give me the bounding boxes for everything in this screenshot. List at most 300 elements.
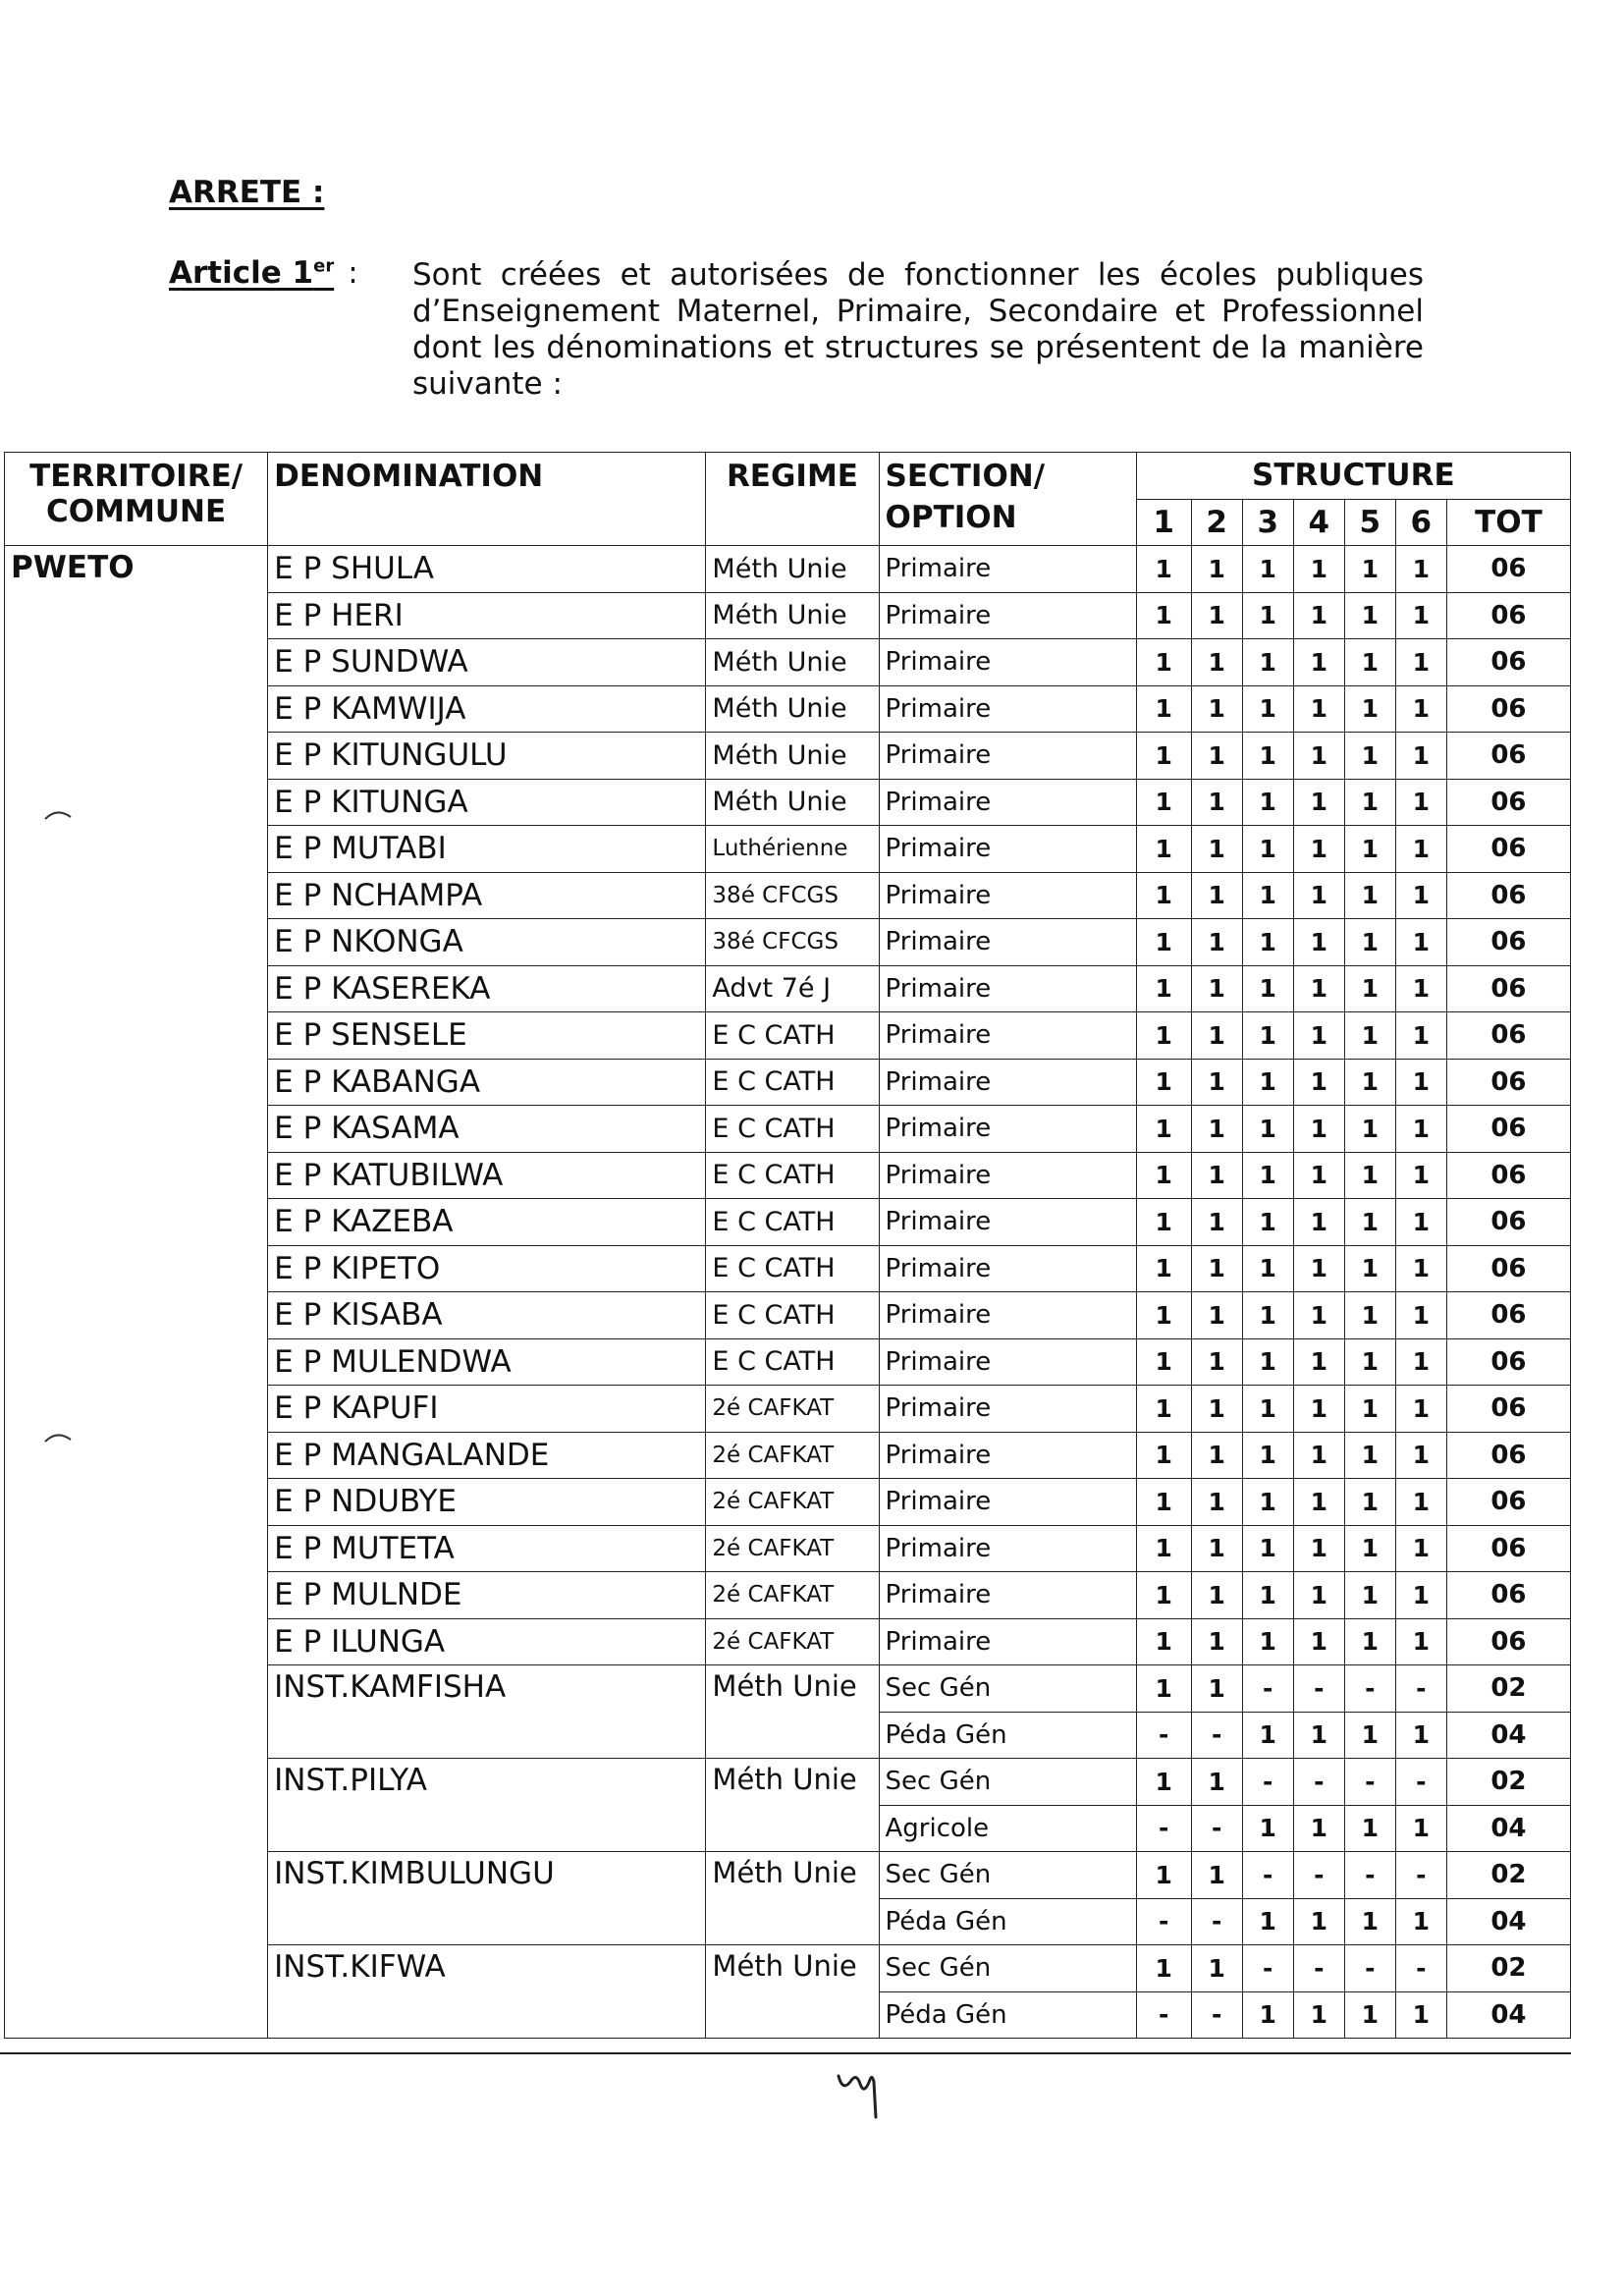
structure-4: 1 bbox=[1293, 1338, 1344, 1386]
school-section: Primaire bbox=[879, 1059, 1136, 1106]
school-name: E P ILUNGA bbox=[268, 1618, 706, 1665]
structure-4: 1 bbox=[1293, 1572, 1344, 1619]
structure-3: 1 bbox=[1242, 965, 1293, 1012]
school-regime: Méth Unie bbox=[706, 639, 879, 686]
structure-1: 1 bbox=[1136, 1852, 1191, 1899]
school-name: E P KITUNGULU bbox=[268, 733, 706, 780]
institute-name: INST.KIMBULUNGU bbox=[268, 1852, 706, 1945]
institute-option: Sec Gén bbox=[879, 1852, 1136, 1899]
structure-6: 1 bbox=[1395, 639, 1446, 686]
school-section: Primaire bbox=[879, 1479, 1136, 1526]
structure-6: 1 bbox=[1395, 779, 1446, 826]
structure-1: 1 bbox=[1136, 1292, 1191, 1339]
structure-5: 1 bbox=[1344, 546, 1395, 593]
structure-6: 1 bbox=[1395, 826, 1446, 873]
structure-6: 1 bbox=[1395, 1991, 1446, 2039]
school-name: E P KAMWIJA bbox=[268, 685, 706, 733]
institute-name: INST.KAMFISHA bbox=[268, 1665, 706, 1759]
structure-total: 06 bbox=[1446, 733, 1570, 780]
structure-3: 1 bbox=[1242, 1991, 1293, 2039]
structure-3: 1 bbox=[1242, 1712, 1293, 1759]
institute-name: INST.PILYA bbox=[268, 1759, 706, 1852]
article-label bbox=[169, 255, 358, 291]
school-regime: E C CATH bbox=[706, 1152, 879, 1199]
structure-2: 1 bbox=[1191, 1665, 1242, 1713]
school-section: Primaire bbox=[879, 592, 1136, 639]
school-name: E P KATUBILWA bbox=[268, 1152, 706, 1199]
school-regime: E C CATH bbox=[706, 1012, 879, 1060]
structure-3: 1 bbox=[1242, 639, 1293, 686]
structure-2: 1 bbox=[1191, 872, 1242, 919]
school-regime: E C CATH bbox=[706, 1292, 879, 1339]
structure-4: - bbox=[1293, 1665, 1344, 1713]
initials-mark bbox=[833, 2062, 892, 2121]
institute-regime: Méth Unie bbox=[706, 1759, 879, 1852]
school-name: E P NDUBYE bbox=[268, 1479, 706, 1526]
structure-2: 1 bbox=[1191, 1245, 1242, 1292]
structure-4: 1 bbox=[1293, 1991, 1344, 2039]
structure-2: 1 bbox=[1191, 1059, 1242, 1106]
structure-6: 1 bbox=[1395, 546, 1446, 593]
school-regime: E C CATH bbox=[706, 1245, 879, 1292]
structure-1: 1 bbox=[1136, 1012, 1191, 1060]
decree-heading: ARRETE : bbox=[169, 175, 325, 210]
article-body: Sont créées et autorisées de fonctionner les écoles publiques d’Enseignement Maternel, Primaire, Secondaire et Professionnel dont les dénominations et structures se présentent de la manière suivante : bbox=[412, 257, 1424, 402]
structure-1: 1 bbox=[1136, 546, 1191, 593]
school-name: E P KASAMA bbox=[268, 1106, 706, 1153]
structure-4: 1 bbox=[1293, 1245, 1344, 1292]
structure-2: 1 bbox=[1191, 919, 1242, 966]
school-section: Primaire bbox=[879, 1338, 1136, 1386]
structure-3: 1 bbox=[1242, 733, 1293, 780]
structure-5: 1 bbox=[1344, 1199, 1395, 1246]
structure-total: 06 bbox=[1446, 1059, 1570, 1106]
structure-total: 06 bbox=[1446, 546, 1570, 593]
structure-5: 1 bbox=[1344, 1245, 1395, 1292]
structure-6: 1 bbox=[1395, 1152, 1446, 1199]
institute-regime: Méth Unie bbox=[706, 1852, 879, 1945]
table-bottom-rule bbox=[0, 2052, 1571, 2054]
school-name: E P SENSELE bbox=[268, 1012, 706, 1060]
structure-2: 1 bbox=[1191, 826, 1242, 873]
school-regime: 2é CAFKAT bbox=[706, 1525, 879, 1572]
structure-3: 1 bbox=[1242, 919, 1293, 966]
structure-1: 1 bbox=[1136, 872, 1191, 919]
school-name: E P SUNDWA bbox=[268, 639, 706, 686]
school-regime: 2é CAFKAT bbox=[706, 1386, 879, 1433]
structure-3: 1 bbox=[1242, 1012, 1293, 1060]
structure-total: 04 bbox=[1446, 1805, 1570, 1852]
structure-5: 1 bbox=[1344, 1805, 1395, 1852]
table-body bbox=[5, 546, 1571, 2039]
structure-6: 1 bbox=[1395, 1898, 1446, 1945]
structure-5: 1 bbox=[1344, 1338, 1395, 1386]
structure-4: 1 bbox=[1293, 826, 1344, 873]
school-name: E P MULNDE bbox=[268, 1572, 706, 1619]
structure-total: 06 bbox=[1446, 1292, 1570, 1339]
structure-3: 1 bbox=[1242, 1618, 1293, 1665]
structure-total: 06 bbox=[1446, 779, 1570, 826]
structure-4: 1 bbox=[1293, 1012, 1344, 1060]
school-regime: Méth Unie bbox=[706, 779, 879, 826]
structure-1: 1 bbox=[1136, 826, 1191, 873]
header-section bbox=[879, 453, 1136, 546]
structure-1: 1 bbox=[1136, 1338, 1191, 1386]
header-regime: REGIME bbox=[706, 453, 879, 546]
school-regime: Méth Unie bbox=[706, 733, 879, 780]
structure-6: 1 bbox=[1395, 1199, 1446, 1246]
school-name: E P NKONGA bbox=[268, 919, 706, 966]
structure-4: 1 bbox=[1293, 919, 1344, 966]
structure-5: 1 bbox=[1344, 1898, 1395, 1945]
structure-total: 06 bbox=[1446, 1618, 1570, 1665]
structure-total: 06 bbox=[1446, 592, 1570, 639]
structure-3: - bbox=[1242, 1945, 1293, 1992]
structure-total: 02 bbox=[1446, 1852, 1570, 1899]
structure-1: 1 bbox=[1136, 1479, 1191, 1526]
structure-4: 1 bbox=[1293, 733, 1344, 780]
structure-3: - bbox=[1242, 1759, 1293, 1806]
school-section: Primaire bbox=[879, 639, 1136, 686]
structure-total: 02 bbox=[1446, 1945, 1570, 1992]
structure-5: 1 bbox=[1344, 919, 1395, 966]
structure-total: 06 bbox=[1446, 1479, 1570, 1526]
structure-5: 1 bbox=[1344, 1712, 1395, 1759]
school-regime: Advt 7é J bbox=[706, 965, 879, 1012]
institute-option: Agricole bbox=[879, 1805, 1136, 1852]
structure-total: 06 bbox=[1446, 965, 1570, 1012]
schools-table bbox=[4, 452, 1571, 2039]
structure-5: 1 bbox=[1344, 965, 1395, 1012]
structure-3: 1 bbox=[1242, 1479, 1293, 1526]
structure-3: 1 bbox=[1242, 1059, 1293, 1106]
structure-4: 1 bbox=[1293, 1805, 1344, 1852]
header-territoire-line1: TERRITOIRE/ bbox=[29, 459, 244, 494]
school-regime: 2é CAFKAT bbox=[706, 1618, 879, 1665]
school-name: E P KIPETO bbox=[268, 1245, 706, 1292]
structure-1: 1 bbox=[1136, 1152, 1191, 1199]
structure-2: 1 bbox=[1191, 1199, 1242, 1246]
header-section-line1: SECTION/ bbox=[885, 459, 1046, 494]
structure-4: 1 bbox=[1293, 685, 1344, 733]
structure-6: 1 bbox=[1395, 919, 1446, 966]
structure-6: - bbox=[1395, 1665, 1446, 1713]
structure-4: 1 bbox=[1293, 1386, 1344, 1433]
structure-4: 1 bbox=[1293, 1432, 1344, 1479]
structure-6: 1 bbox=[1395, 1525, 1446, 1572]
structure-3: 1 bbox=[1242, 1199, 1293, 1246]
structure-2: 1 bbox=[1191, 965, 1242, 1012]
header-col-3: 3 bbox=[1242, 499, 1293, 546]
school-section: Primaire bbox=[879, 546, 1136, 593]
structure-1: 1 bbox=[1136, 779, 1191, 826]
school-regime: 2é CAFKAT bbox=[706, 1572, 879, 1619]
school-section: Primaire bbox=[879, 1245, 1136, 1292]
structure-5: 1 bbox=[1344, 779, 1395, 826]
school-regime: E C CATH bbox=[706, 1199, 879, 1246]
school-regime: E C CATH bbox=[706, 1106, 879, 1153]
structure-6: 1 bbox=[1395, 1805, 1446, 1852]
margin-tick bbox=[43, 807, 73, 821]
structure-5: - bbox=[1344, 1852, 1395, 1899]
structure-6: 1 bbox=[1395, 733, 1446, 780]
structure-2: 1 bbox=[1191, 1338, 1242, 1386]
school-name: E P KAZEBA bbox=[268, 1199, 706, 1246]
school-name: E P KAPUFI bbox=[268, 1386, 706, 1433]
structure-total: 02 bbox=[1446, 1665, 1570, 1713]
structure-total: 06 bbox=[1446, 919, 1570, 966]
structure-4: 1 bbox=[1293, 639, 1344, 686]
structure-5: 1 bbox=[1344, 872, 1395, 919]
structure-2: 1 bbox=[1191, 1432, 1242, 1479]
school-section: Primaire bbox=[879, 685, 1136, 733]
structure-1: 1 bbox=[1136, 592, 1191, 639]
structure-3: 1 bbox=[1242, 1572, 1293, 1619]
structure-5: 1 bbox=[1344, 826, 1395, 873]
school-regime: 38é CFCGS bbox=[706, 872, 879, 919]
structure-1: - bbox=[1136, 1898, 1191, 1945]
structure-6: 1 bbox=[1395, 685, 1446, 733]
school-name: E P NCHAMPA bbox=[268, 872, 706, 919]
structure-2: 1 bbox=[1191, 1945, 1242, 1992]
structure-6: 1 bbox=[1395, 1712, 1446, 1759]
structure-3: 1 bbox=[1242, 592, 1293, 639]
institute-option: Péda Gén bbox=[879, 1712, 1136, 1759]
structure-2: - bbox=[1191, 1805, 1242, 1852]
structure-2: 1 bbox=[1191, 1292, 1242, 1339]
school-section: Primaire bbox=[879, 872, 1136, 919]
structure-3: 1 bbox=[1242, 1525, 1293, 1572]
structure-1: 1 bbox=[1136, 1665, 1191, 1713]
institute-option: Péda Gén bbox=[879, 1898, 1136, 1945]
structure-4: 1 bbox=[1293, 1618, 1344, 1665]
structure-3: 1 bbox=[1242, 546, 1293, 593]
school-section: Primaire bbox=[879, 1618, 1136, 1665]
structure-2: 1 bbox=[1191, 685, 1242, 733]
structure-2: 1 bbox=[1191, 1012, 1242, 1060]
structure-3: 1 bbox=[1242, 685, 1293, 733]
institute-option: Sec Gén bbox=[879, 1945, 1136, 1992]
structure-2: - bbox=[1191, 1991, 1242, 2039]
structure-3: 1 bbox=[1242, 1805, 1293, 1852]
structure-5: 1 bbox=[1344, 1432, 1395, 1479]
school-name: E P KABANGA bbox=[268, 1059, 706, 1106]
school-section: Primaire bbox=[879, 1572, 1136, 1619]
structure-6: 1 bbox=[1395, 1012, 1446, 1060]
structure-total: 06 bbox=[1446, 685, 1570, 733]
school-section: Primaire bbox=[879, 1525, 1136, 1572]
school-section: Primaire bbox=[879, 965, 1136, 1012]
school-section: Primaire bbox=[879, 733, 1136, 780]
article-label-text: Article 1 bbox=[169, 255, 314, 291]
structure-1: 1 bbox=[1136, 733, 1191, 780]
structure-3: 1 bbox=[1242, 1898, 1293, 1945]
structure-3: 1 bbox=[1242, 1152, 1293, 1199]
structure-total: 02 bbox=[1446, 1759, 1570, 1806]
school-regime: E C CATH bbox=[706, 1059, 879, 1106]
structure-5: - bbox=[1344, 1665, 1395, 1713]
structure-4: 1 bbox=[1293, 779, 1344, 826]
structure-6: 1 bbox=[1395, 1479, 1446, 1526]
school-regime: 38é CFCGS bbox=[706, 919, 879, 966]
structure-2: 1 bbox=[1191, 1479, 1242, 1526]
structure-5: 1 bbox=[1344, 639, 1395, 686]
institute-name: INST.KIFWA bbox=[268, 1945, 706, 2039]
structure-2: 1 bbox=[1191, 1852, 1242, 1899]
structure-3: 1 bbox=[1242, 826, 1293, 873]
structure-4: 1 bbox=[1293, 965, 1344, 1012]
school-name: E P HERI bbox=[268, 592, 706, 639]
structure-1: 1 bbox=[1136, 965, 1191, 1012]
structure-total: 06 bbox=[1446, 1432, 1570, 1479]
structure-3: 1 bbox=[1242, 1106, 1293, 1153]
structure-4: 1 bbox=[1293, 592, 1344, 639]
structure-5: 1 bbox=[1344, 733, 1395, 780]
structure-6: 1 bbox=[1395, 965, 1446, 1012]
structure-4: - bbox=[1293, 1759, 1344, 1806]
structure-6: 1 bbox=[1395, 1572, 1446, 1619]
structure-1: - bbox=[1136, 1712, 1191, 1759]
structure-2: 1 bbox=[1191, 1759, 1242, 1806]
structure-5: 1 bbox=[1344, 1618, 1395, 1665]
header-section-line2: OPTION bbox=[885, 500, 1017, 535]
structure-2: 1 bbox=[1191, 1525, 1242, 1572]
article-colon: : bbox=[348, 255, 358, 291]
structure-1: 1 bbox=[1136, 685, 1191, 733]
school-name: E P MANGALANDE bbox=[268, 1432, 706, 1479]
school-regime: Méth Unie bbox=[706, 685, 879, 733]
structure-5: 1 bbox=[1344, 1059, 1395, 1106]
school-name: E P KISABA bbox=[268, 1292, 706, 1339]
structure-6: 1 bbox=[1395, 592, 1446, 639]
school-section: Primaire bbox=[879, 1386, 1136, 1433]
structure-3: - bbox=[1242, 1665, 1293, 1713]
school-section: Primaire bbox=[879, 1106, 1136, 1153]
header-territoire bbox=[5, 453, 268, 546]
structure-5: 1 bbox=[1344, 1572, 1395, 1619]
structure-total: 06 bbox=[1446, 826, 1570, 873]
structure-2: 1 bbox=[1191, 639, 1242, 686]
structure-4: 1 bbox=[1293, 1059, 1344, 1106]
structure-4: - bbox=[1293, 1945, 1344, 1992]
structure-total: 06 bbox=[1446, 1152, 1570, 1199]
header-denomination: DENOMINATION bbox=[268, 453, 706, 546]
structure-6: - bbox=[1395, 1945, 1446, 1992]
structure-2: 1 bbox=[1191, 1386, 1242, 1433]
structure-3: 1 bbox=[1242, 1245, 1293, 1292]
table-row bbox=[5, 546, 1571, 593]
school-regime: Méth Unie bbox=[706, 546, 879, 593]
structure-total: 06 bbox=[1446, 1386, 1570, 1433]
school-section: Primaire bbox=[879, 919, 1136, 966]
structure-1: 1 bbox=[1136, 1432, 1191, 1479]
structure-1: 1 bbox=[1136, 639, 1191, 686]
school-section: Primaire bbox=[879, 1199, 1136, 1246]
school-regime: Méth Unie bbox=[706, 592, 879, 639]
institute-option: Sec Gén bbox=[879, 1759, 1136, 1806]
header-territoire-line2: COMMUNE bbox=[46, 494, 227, 529]
structure-4: 1 bbox=[1293, 1525, 1344, 1572]
structure-total: 06 bbox=[1446, 1199, 1570, 1246]
structure-6: 1 bbox=[1395, 1106, 1446, 1153]
structure-5: 1 bbox=[1344, 1479, 1395, 1526]
header-col-6: 6 bbox=[1395, 499, 1446, 546]
structure-2: 1 bbox=[1191, 1572, 1242, 1619]
structure-6: 1 bbox=[1395, 1338, 1446, 1386]
school-name: E P SHULA bbox=[268, 546, 706, 593]
school-regime: 2é CAFKAT bbox=[706, 1479, 879, 1526]
structure-2: 1 bbox=[1191, 546, 1242, 593]
institute-option: Péda Gén bbox=[879, 1991, 1136, 2039]
structure-1: 1 bbox=[1136, 1059, 1191, 1106]
structure-total: 06 bbox=[1446, 639, 1570, 686]
structure-4: 1 bbox=[1293, 1479, 1344, 1526]
structure-4: 1 bbox=[1293, 546, 1344, 593]
structure-6: 1 bbox=[1395, 1386, 1446, 1433]
structure-2: 1 bbox=[1191, 1152, 1242, 1199]
institute-option: Sec Gén bbox=[879, 1665, 1136, 1713]
structure-total: 06 bbox=[1446, 1012, 1570, 1060]
structure-1: - bbox=[1136, 1805, 1191, 1852]
structure-2: 1 bbox=[1191, 733, 1242, 780]
school-name: E P KITUNGA bbox=[268, 779, 706, 826]
structure-1: 1 bbox=[1136, 1199, 1191, 1246]
structure-5: 1 bbox=[1344, 592, 1395, 639]
header-col-5: 5 bbox=[1344, 499, 1395, 546]
structure-6: - bbox=[1395, 1759, 1446, 1806]
structure-total: 06 bbox=[1446, 1525, 1570, 1572]
structure-3: - bbox=[1242, 1852, 1293, 1899]
structure-3: 1 bbox=[1242, 872, 1293, 919]
header-structure: STRUCTURE bbox=[1136, 453, 1570, 500]
structure-total: 06 bbox=[1446, 872, 1570, 919]
structure-total: 04 bbox=[1446, 1991, 1570, 2039]
structure-5: 1 bbox=[1344, 1991, 1395, 2039]
structure-1: 1 bbox=[1136, 1106, 1191, 1153]
institute-regime: Méth Unie bbox=[706, 1945, 879, 2039]
header-col-1: 1 bbox=[1136, 499, 1191, 546]
structure-1: - bbox=[1136, 1991, 1191, 2039]
school-section: Primaire bbox=[879, 1292, 1136, 1339]
structure-6: 1 bbox=[1395, 1618, 1446, 1665]
structure-6: 1 bbox=[1395, 1432, 1446, 1479]
structure-4: 1 bbox=[1293, 1898, 1344, 1945]
structure-1: 1 bbox=[1136, 1759, 1191, 1806]
structure-total: 06 bbox=[1446, 1338, 1570, 1386]
structure-4: 1 bbox=[1293, 1152, 1344, 1199]
school-regime: Luthérienne bbox=[706, 826, 879, 873]
structure-3: 1 bbox=[1242, 1432, 1293, 1479]
school-section: Primaire bbox=[879, 1432, 1136, 1479]
header-col-2: 2 bbox=[1191, 499, 1242, 546]
structure-6: 1 bbox=[1395, 1059, 1446, 1106]
structure-2: - bbox=[1191, 1898, 1242, 1945]
structure-5: 1 bbox=[1344, 1012, 1395, 1060]
header-col-tot: TOT bbox=[1446, 499, 1570, 546]
structure-1: 1 bbox=[1136, 1386, 1191, 1433]
school-name: E P MUTABI bbox=[268, 826, 706, 873]
structure-2: 1 bbox=[1191, 1106, 1242, 1153]
structure-3: 1 bbox=[1242, 1338, 1293, 1386]
structure-4: 1 bbox=[1293, 1106, 1344, 1153]
structure-5: 1 bbox=[1344, 1152, 1395, 1199]
structure-1: 1 bbox=[1136, 1618, 1191, 1665]
margin-tick bbox=[43, 1430, 73, 1444]
structure-total: 06 bbox=[1446, 1572, 1570, 1619]
structure-5: 1 bbox=[1344, 1525, 1395, 1572]
structure-6: 1 bbox=[1395, 872, 1446, 919]
school-name: E P MULENDWA bbox=[268, 1338, 706, 1386]
